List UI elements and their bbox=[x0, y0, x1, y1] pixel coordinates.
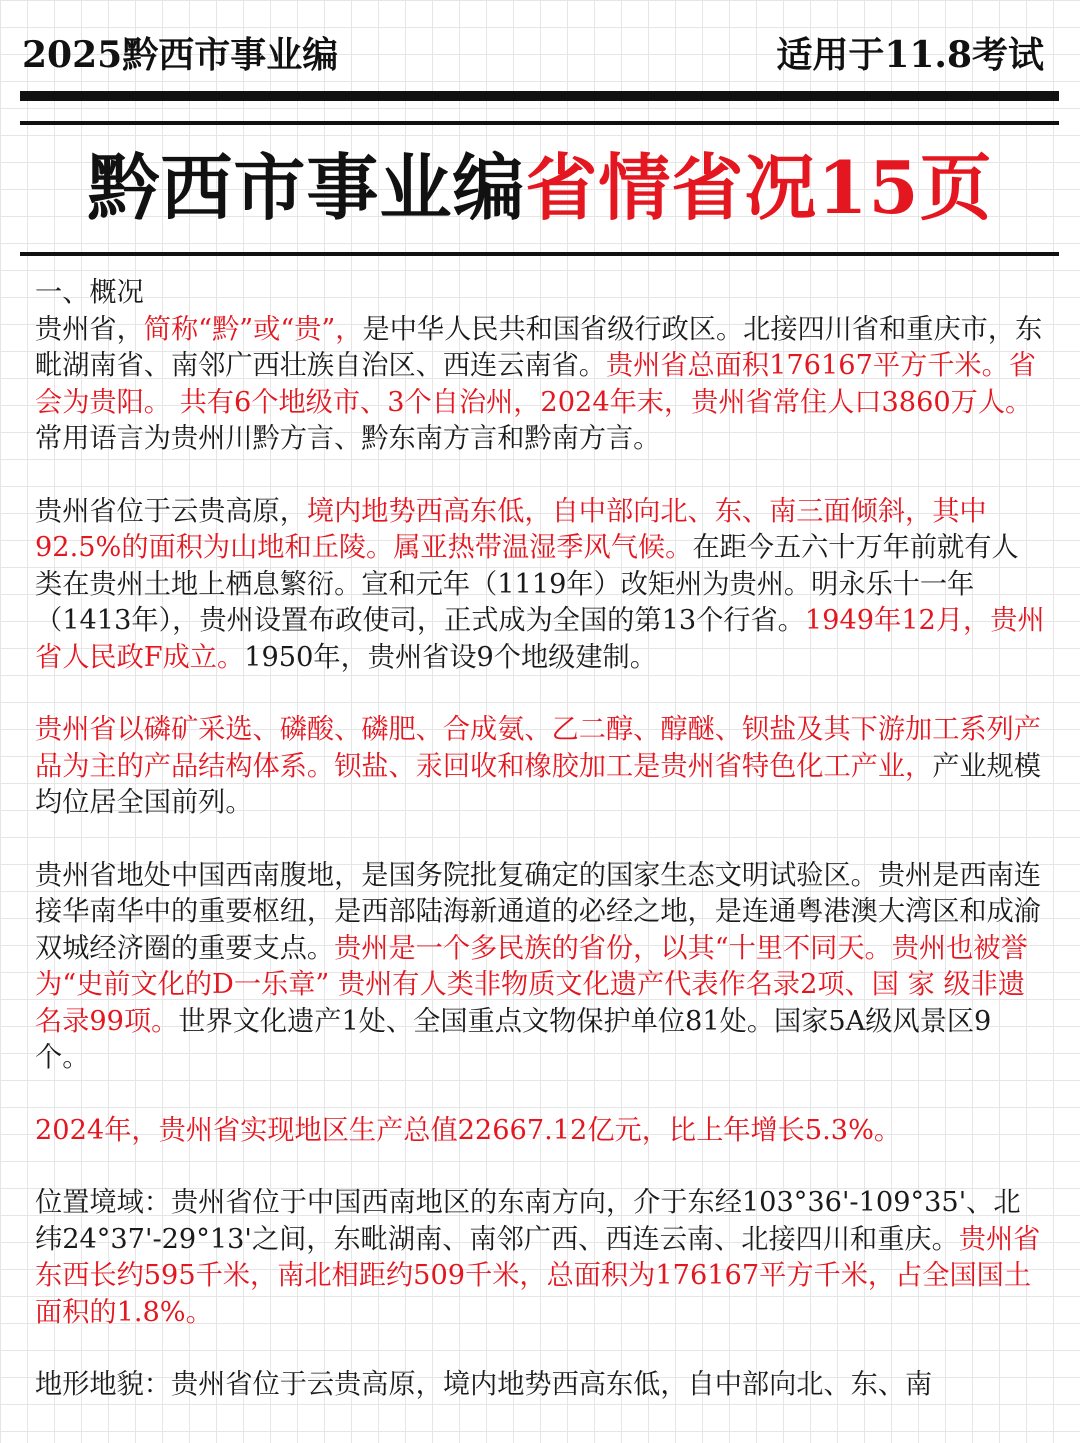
body-text: 贵州省， bbox=[35, 313, 144, 345]
paragraph bbox=[35, 494, 1045, 677]
body-text: 世界文化遗产1处、全国重点文物保护单位81处。国家5A级风景区9个。 bbox=[35, 1005, 992, 1073]
top-header-bar bbox=[22, 22, 1044, 82]
paragraph bbox=[35, 858, 1045, 1077]
body-text: 贵州省位于云贵高原， bbox=[35, 495, 307, 527]
highlighted-text: 境内地势西高东低，自中部向北、东、南三面倾斜，其中92.5%的面积为山地和丘陵。属亚热带温湿季风气候。 bbox=[35, 495, 987, 563]
highlighted-text: 2024年，贵州省实现地区生产总值22667.12亿元，比上年增长5.3%。 bbox=[35, 1114, 902, 1146]
title-bottom-rule bbox=[20, 252, 1059, 256]
paragraph bbox=[35, 1367, 1045, 1404]
article-body bbox=[35, 275, 1045, 1404]
title-black-part: 黔西市事业编 bbox=[87, 145, 526, 230]
section-heading bbox=[35, 275, 1045, 312]
body-text: 产业规模均位居全国前列。 bbox=[35, 750, 1041, 818]
highlighted-text: 1949年12月，贵州省人民政F成立。 bbox=[35, 605, 1045, 673]
body-text: 贵州省地处中国西南腹地，是国务院批复确定的国家生态文明试验区。贵州是西南连接华南华中的重要枢纽，是西部陆海新通道的必经之地，是连通粤港澳大湾区和成渝双城经济圈的重要支点。 bbox=[35, 859, 1041, 964]
body-text: 一、概况 bbox=[35, 277, 144, 308]
header-left-label: 2025黔西市事业编 bbox=[22, 33, 339, 76]
highlighted-text: 贵州省东西长约595千米，南北相距约509千米，总面积为176167平方千米，占全国国土面积的1.8%。 bbox=[35, 1223, 1041, 1328]
paragraph bbox=[35, 712, 1045, 822]
body-text: 常用语言为贵州川黔方言、黔东南方言和黔南方言。 bbox=[35, 423, 661, 454]
title-red-part: 省情省况15页 bbox=[525, 145, 993, 230]
body-text: 地形地貌：贵州省位于云贵高原，境内地势西高东低，自中部向北、东、南 bbox=[35, 1369, 933, 1400]
body-text: 是中华人民共和国省级行政区。北接四川省和重庆市，东毗湖南省、南邻广西壮族自治区、西连云南省。 bbox=[35, 313, 1043, 381]
header-right-label: 适用于11.8考试 bbox=[776, 33, 1044, 76]
highlighted-text: 简称“黔”或“贵”， bbox=[143, 313, 363, 345]
paragraph bbox=[35, 312, 1045, 458]
paragraph bbox=[35, 1113, 1045, 1150]
highlighted-text: 贵州省以磷矿采选、磷酸、磷肥、合成氨、乙二醇、醇醚、钡盐及其下游加工系列产品为主的产品结构体系。钡盐、汞回收和橡胶加工是贵州省特色化工产业， bbox=[35, 714, 1041, 782]
page-title bbox=[0, 138, 1080, 238]
highlighted-text: 贵州省总面积176167平方千米。省会为贵阳。 共有6个地级市、3个自治州，2024年末，贵州省常住人口3860万人。 bbox=[35, 350, 1036, 418]
highlighted-text: 贵州是一个多民族的省份，以其“十里不同天。贵州也被誉为“史前文化的D一乐章” 贵州有人类非物质文化遗产代表作名录2项、国 家 级非遗名录99项。 bbox=[35, 932, 1028, 1037]
body-text: 位置境域：贵州省位于中国西南地区的东南方向，介于东经103°36'-109°35'、北纬24°37'-29°13'之间，东毗湖南、南邻广西、西连云南、北接四川和重庆。 bbox=[35, 1187, 1021, 1255]
body-text: 1950年，贵州省设9个地级建制。 bbox=[244, 641, 657, 673]
paragraph bbox=[35, 1185, 1045, 1331]
body-text: 在距今五六十万年前就有人类在贵州土地上栖息繁衍。宣和元年（1119年）改矩州为贵州。明永乐十一年（1413年），贵州设置布政使司，正式成为全国的第13个行省。 bbox=[35, 532, 1019, 636]
header-divider-thick bbox=[20, 91, 1059, 101]
title-top-rule bbox=[20, 121, 1059, 125]
